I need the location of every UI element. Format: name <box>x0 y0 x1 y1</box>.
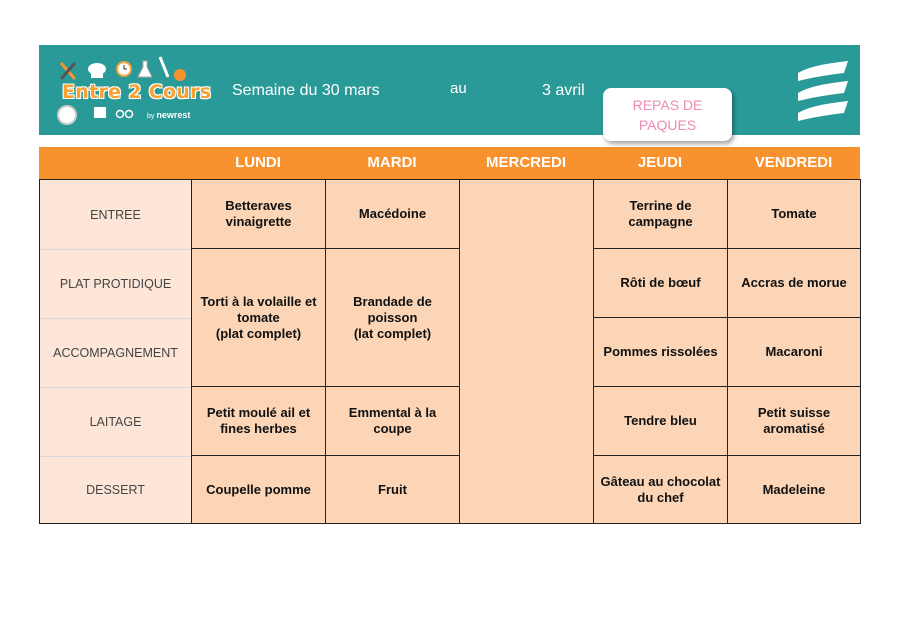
special-meal-badge <box>603 88 732 141</box>
jeudi-dessert: Gâteau au chocolat du chef <box>593 455 728 524</box>
days-header <box>39 147 860 179</box>
vendredi-laitage: Petit suisse aromatisé <box>727 386 861 456</box>
week-au: au <box>450 80 467 97</box>
day-header-lundi: LUNDI <box>235 154 281 171</box>
lundi-plat: Torti à la volaille et tomate (plat complet) <box>191 248 326 387</box>
day-header-mardi: MARDI <box>367 154 417 171</box>
category-entree: ENTREE <box>90 207 141 222</box>
day-header-jeudi: JEUDI <box>637 154 683 171</box>
vendredi-accompagnement: Macaroni <box>727 317 861 387</box>
mardi-laitage: Emmental à la coupe <box>325 386 460 456</box>
week-end-date: 3 avril <box>542 82 585 99</box>
vendredi-plat: Accras de morue <box>727 248 861 318</box>
special-line2: PAQUES <box>638 117 697 133</box>
entre-2-cours-logo <box>57 55 212 127</box>
mercredi-column-empty <box>459 179 594 524</box>
day-header-mercredi: MERCREDI <box>485 154 566 171</box>
logo-byline: by newrest <box>147 110 191 120</box>
menu-table <box>39 179 861 524</box>
jeudi-plat: Rôti de bœuf <box>593 248 728 318</box>
mardi-entree: Macédoine <box>325 179 460 249</box>
category-plat-protidique: PLAT PROTIDIQUE <box>59 276 172 291</box>
mardi-dessert: Fruit <box>325 455 460 524</box>
vendredi-dessert: Madeleine <box>727 455 861 524</box>
category-laitage: LAITAGE <box>89 414 142 429</box>
jeudi-entree: Terrine de campagne <box>593 179 728 249</box>
logo-brand-text: Entre 2 Cours <box>62 81 212 103</box>
vendredi-entree: Tomate <box>727 179 861 249</box>
newrest-brand-icon <box>794 59 850 123</box>
day-header-vendredi: VENDREDI <box>754 154 833 171</box>
mardi-plat: Brandade de poisson (lat complet) <box>325 248 460 387</box>
jeudi-accompagnement: Pommes rissolées <box>593 317 728 387</box>
lundi-dessert: Coupelle pomme <box>191 455 326 524</box>
header-banner <box>39 45 860 135</box>
jeudi-laitage: Tendre bleu <box>593 386 728 456</box>
lundi-laitage: Petit moulé ail et fines herbes <box>191 386 326 456</box>
lundi-entree: Betteraves vinaigrette <box>191 179 326 249</box>
category-dessert: DESSERT <box>86 483 145 497</box>
category-accompagnement: ACCOMPAGNEMENT <box>53 345 178 360</box>
week-label: Semaine du 30 mars <box>232 82 380 99</box>
special-line1: REPAS DE <box>632 97 703 113</box>
